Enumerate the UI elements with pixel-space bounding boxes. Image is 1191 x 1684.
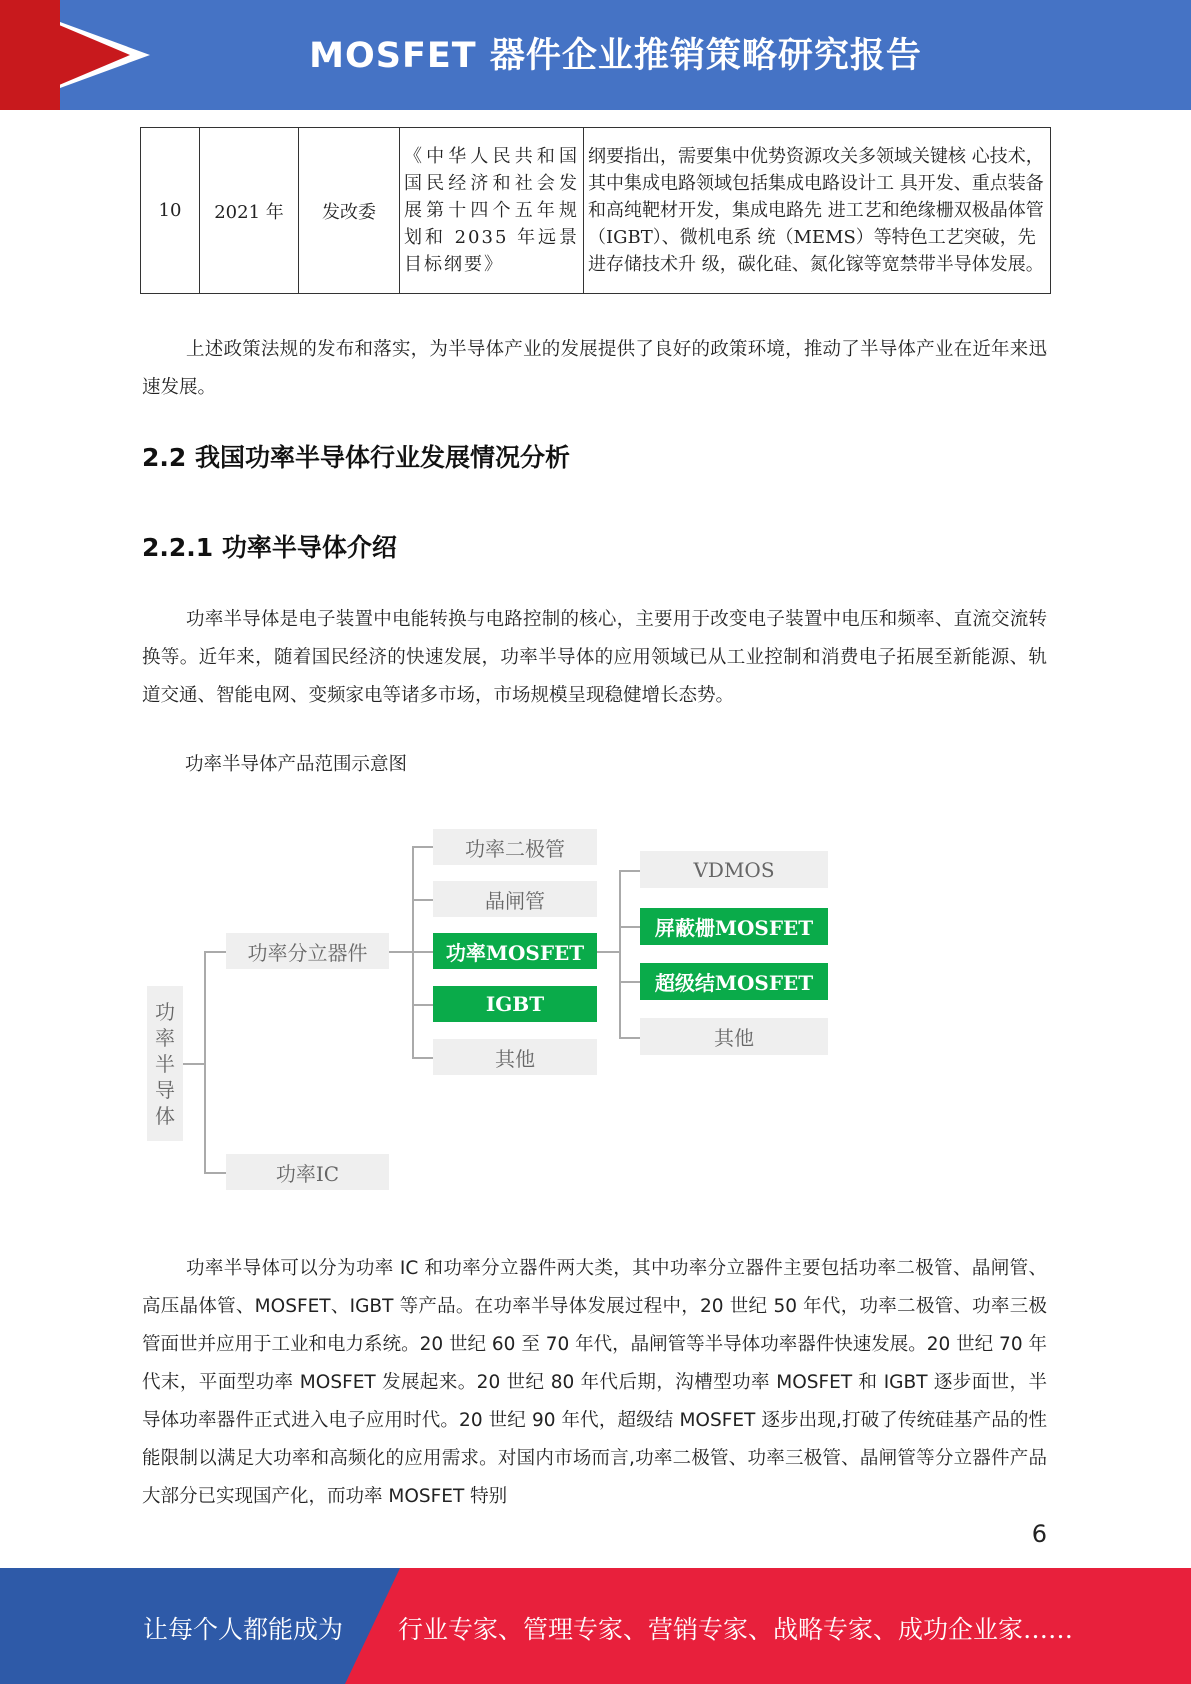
diagram-node-power-mosfet: 功率MOSFET (433, 933, 597, 969)
connector (412, 951, 433, 953)
connector (204, 951, 226, 953)
diagram-root-power-semiconductor: 功 率 半 导 体 (147, 986, 183, 1141)
diagram-node-mosfet-other: 其他 (640, 1018, 828, 1055)
page-number: 6 (1031, 1520, 1047, 1548)
section-heading-2-2: 2.2 我国功率半导体行业发展情况分析 (142, 443, 570, 472)
page-header (0, 0, 1191, 110)
diagram-node-vdmos: VDMOS (640, 851, 828, 888)
diagram-node-discrete: 功率分立器件 (226, 933, 389, 969)
connector (619, 1037, 640, 1039)
diagram-node-discrete-other: 其他 (433, 1039, 597, 1075)
connector (183, 1063, 204, 1065)
footer-slogan-right: 行业专家、管理专家、营销专家、战略专家、成功企业家…… (398, 1615, 1074, 1644)
connector (204, 1172, 226, 1174)
paragraph-power-semiconductor-intro: 功率半导体是电子装置中电能转换与电路控制的核心，主要用于改变电子装置中电压和频率、直流交流转换等。近年来，随着国民经济的快速发展，功率半导体的应用领域已从工业控制和消费电子拓展至新能源、轨道交通、智能电网、变频家电等诸多市场，市场规模呈现稳健增长态势。 (142, 609, 1047, 706)
diagram-node-power-diode: 功率二极管 (433, 829, 597, 865)
report-title: MOSFET 器件企业推销策略研究报告 (309, 36, 922, 76)
paragraph-power-semiconductor-history: 功率半导体可以分为功率 IC 和功率分立器件两大类，其中功率分立器件主要包括功率二极管、晶闸管、高压晶体管、MOSFET、IGBT 等产品。在功率半导体发展过程中，20 世纪 50 年代，功率二极管、功率三极管面世并应用于工业和电力系统。20 世纪 60 至 70 年代，晶闸管等半导体功率器件快速发展。20 世纪 70 年代末，平面型功率 MOSFET 发展起来。20 世纪 80 年代后期，沟槽型功率 MOSFET 和 IGBT 逐步面世，半导体功率器件正式进入电子应用时代。20 世纪 90 年代，超级结 MOSFET 逐步出现,打破了传统硅基产品的性能限制以满足大功率和高频化的应用需求。对国内市场而言,功率二极管、功率三极管、晶闸管等分立器件产品大部分已实现国产化，而功率 MOSFET 特别 (142, 1258, 1047, 1507)
connector (412, 1004, 433, 1006)
connector (619, 981, 640, 983)
connector (412, 899, 433, 901)
connector (619, 926, 640, 928)
connector (412, 846, 433, 848)
page-footer (0, 1568, 1191, 1684)
policy-table (140, 127, 1051, 294)
connector (204, 951, 206, 1172)
section-heading-2-2-1: 2.2.1 功率半导体介绍 (142, 533, 397, 562)
row-content: 纲要指出，需要集中优势资源攻关多领域关键核 心技术，其中集成电路领域包括集成电路设计工 具开发、重点装备和高纯靶材开发，集成电路先 进工艺和绝缘栅双极晶体管（IGBT）、微机电系 统（MEMS）等特色工艺突破，先进存储技术升 级，碳化硅、氮化镓等宽禁带半导体发展。 (584, 128, 1051, 294)
paragraph-policy-summary: 上述政策法规的发布和落实，为半导体产业的发展提供了良好的政策环境，推动了半导体产业在近年来迅速发展。 (142, 339, 1047, 398)
figure-caption: 功率半导体产品范围示意图 (185, 754, 408, 775)
row-issuer: 发改委 (299, 128, 400, 294)
connector (619, 870, 621, 1037)
connector (412, 846, 414, 1057)
connector (597, 951, 619, 953)
connector (412, 1057, 433, 1059)
diagram-node-igbt: IGBT (433, 986, 597, 1022)
diagram-node-super-junction-mosfet: 超级结MOSFET (640, 963, 828, 1000)
diagram-node-thyristor: 晶闸管 (433, 881, 597, 917)
row-doc-title: 《中华人民共和国国民经济和社会发展第十四个五年规划和 2035 年远景目标纲要》 (400, 128, 584, 294)
diagram-node-shielded-gate-mosfet: 屏蔽栅MOSFET (640, 908, 828, 945)
connector (619, 870, 640, 872)
footer-slogan-left: 让每个人都能成为 (143, 1615, 344, 1644)
diagram-node-power-ic: 功率IC (226, 1154, 389, 1190)
table-row (141, 128, 1051, 294)
row-index: 10 (141, 128, 200, 294)
connector (389, 951, 412, 953)
row-year: 2021 年 (200, 128, 299, 294)
